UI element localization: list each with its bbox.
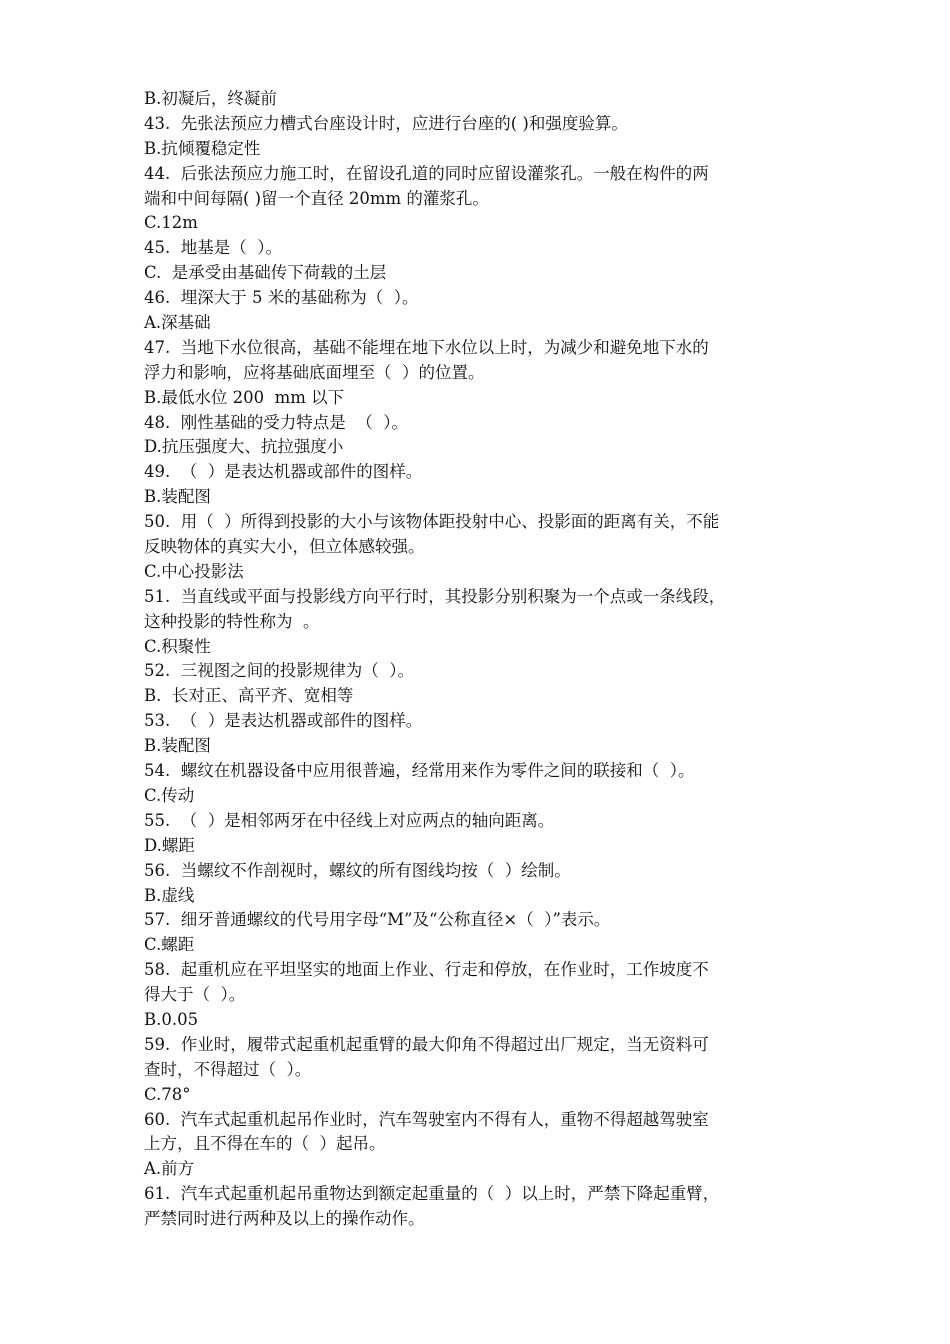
question-text-line: 55. （ ）是相邻两牙在中径线上对应两点的轴向距离。 bbox=[144, 810, 555, 830]
question-text-line: 50. 用（ ）所得到投影的大小与该物体距投射中心、投影面的距离有关，不能 bbox=[144, 512, 720, 532]
answer-text-line: A.深基础 bbox=[144, 313, 211, 333]
question-item bbox=[144, 585, 812, 635]
question-text-line: 反映物体的真实大小，但立体感较强。 bbox=[144, 537, 425, 557]
answer-item bbox=[144, 684, 812, 709]
answer-item bbox=[144, 137, 812, 162]
question-item bbox=[144, 709, 812, 734]
question-text-line: 上方，且不得在车的（ ）起吊。 bbox=[144, 1134, 386, 1154]
question-text-line: 54. 螺纹在机器设备中应用很普遍，经常用来作为零件之间的联接和（ ）。 bbox=[144, 761, 695, 781]
answer-text-line: B.虚线 bbox=[144, 885, 195, 905]
answer-item bbox=[144, 1157, 812, 1182]
question-text-line: 61. 汽车式起重机起吊重物达到额定起重量的（ ）以上时，严禁下降起重臂， bbox=[144, 1184, 720, 1204]
question-text-line: 这种投影的特性称为 。 bbox=[144, 611, 320, 631]
question-text-line: 58. 起重机应在平坦坚实的地面上作业、行走和停放，在作业时，工作坡度不 bbox=[144, 960, 709, 980]
question-item bbox=[144, 659, 812, 684]
question-text-line: 浮力和影响，应将基础底面埋至（ ）的位置。 bbox=[144, 362, 485, 382]
answer-text-line: B.0.05 bbox=[144, 1009, 199, 1029]
question-text-line: 49. （ ）是表达机器或部件的图样。 bbox=[144, 462, 423, 482]
question-text-line: 46. 埋深大于 5 米的基础称为（ ）。 bbox=[144, 288, 419, 308]
answer-text-line: B.最低水位 200 mm 以下 bbox=[144, 387, 345, 407]
question-text-line: 47. 当地下水位很高，基础不能埋在地下水位以上时，为减少和避免地下水的 bbox=[144, 337, 709, 357]
question-text-line: 52. 三视图之间的投影规律为（ ）。 bbox=[144, 661, 414, 681]
answer-text-line: D.抗压强度大、抗拉强度小 bbox=[144, 437, 344, 457]
question-item bbox=[144, 1108, 812, 1158]
question-item bbox=[144, 460, 812, 485]
answer-item bbox=[144, 261, 812, 286]
answer-item bbox=[144, 485, 812, 510]
question-item bbox=[144, 1033, 812, 1083]
answer-item bbox=[144, 834, 812, 859]
answer-item bbox=[144, 635, 812, 660]
question-item bbox=[144, 112, 812, 137]
answer-item bbox=[144, 560, 812, 585]
question-item bbox=[144, 809, 812, 834]
answer-item bbox=[144, 386, 812, 411]
question-text-line: 43. 先张法预应力槽式台座设计时，应进行台座的( )和强度验算。 bbox=[144, 113, 628, 133]
question-item bbox=[144, 336, 812, 386]
question-text-line: 得大于（ ）。 bbox=[144, 985, 246, 1005]
question-text-line: 45. 地基是（ ）。 bbox=[144, 238, 282, 258]
question-item bbox=[144, 1182, 812, 1232]
answer-item bbox=[144, 784, 812, 809]
answer-item bbox=[144, 1083, 812, 1108]
answer-text-line: C.积聚性 bbox=[144, 636, 211, 656]
answer-text-line: B.装配图 bbox=[144, 487, 211, 507]
answer-text-line: D.螺距 bbox=[144, 835, 195, 855]
question-item bbox=[144, 411, 812, 436]
answer-item bbox=[144, 884, 812, 909]
answer-item bbox=[144, 87, 812, 112]
answer-text-line: C.中心投影法 bbox=[144, 561, 244, 581]
answer-text-line: C.78° bbox=[144, 1084, 191, 1104]
answer-item bbox=[144, 435, 812, 460]
answer-item bbox=[144, 211, 812, 236]
answer-text-line: C.螺距 bbox=[144, 935, 195, 955]
question-text-line: 59. 作业时，履带式起重机起重臂的最大仰角不得超过出厂规定，当无资料可 bbox=[144, 1034, 709, 1054]
answer-text-line: B. 长对正、高平齐、宽相等 bbox=[144, 686, 354, 706]
question-text-line: 端和中间每隔( )留一个直径 20mm 的灌浆孔。 bbox=[144, 188, 489, 208]
question-item bbox=[144, 236, 812, 261]
question-item bbox=[144, 286, 812, 311]
answer-item bbox=[144, 734, 812, 759]
question-text-line: 57. 细牙普通螺纹的代号用字母“M”及“公称直径×（ ）”表示。 bbox=[144, 910, 611, 930]
answer-item bbox=[144, 933, 812, 958]
answer-text-line: A.前方 bbox=[144, 1159, 195, 1179]
question-item bbox=[144, 908, 812, 933]
answer-item bbox=[144, 1008, 812, 1033]
question-item bbox=[144, 859, 812, 884]
question-text-line: 51. 当直线或平面与投影线方向平行时，其投影分别积聚为一个点或一条线段， bbox=[144, 586, 726, 606]
question-text-line: 53. （ ）是表达机器或部件的图样。 bbox=[144, 711, 423, 731]
question-text-line: 44. 后张法预应力施工时，在留设孔道的同时应留设灌浆孔。一般在构件的两 bbox=[144, 163, 709, 183]
answer-item bbox=[144, 311, 812, 336]
question-text-line: 严禁同时进行两种及以上的操作动作。 bbox=[144, 1209, 425, 1229]
document-body bbox=[144, 87, 812, 1232]
question-item bbox=[144, 510, 812, 560]
question-text-line: 60. 汽车式起重机起吊作业时，汽车驾驶室内不得有人，重物不得超越驾驶室 bbox=[144, 1109, 709, 1129]
question-text-line: 48. 刚性基础的受力特点是 （ ）。 bbox=[144, 412, 408, 432]
question-text-line: 查时，不得超过（ ）。 bbox=[144, 1059, 312, 1079]
answer-text-line: B.初凝后，终凝前 bbox=[144, 89, 277, 108]
question-item bbox=[144, 162, 812, 212]
question-text-line: 56. 当螺纹不作剖视时，螺纹的所有图线均按（ ）绘制。 bbox=[144, 860, 571, 880]
answer-text-line: C. 是承受由基础传下荷载的土层 bbox=[144, 263, 387, 283]
question-item bbox=[144, 958, 812, 1008]
answer-text-line: C.传动 bbox=[144, 785, 195, 805]
answer-text-line: C.12m bbox=[144, 213, 198, 233]
answer-text-line: B.装配图 bbox=[144, 736, 211, 756]
question-item bbox=[144, 759, 812, 784]
answer-text-line: B.抗倾覆稳定性 bbox=[144, 138, 261, 158]
